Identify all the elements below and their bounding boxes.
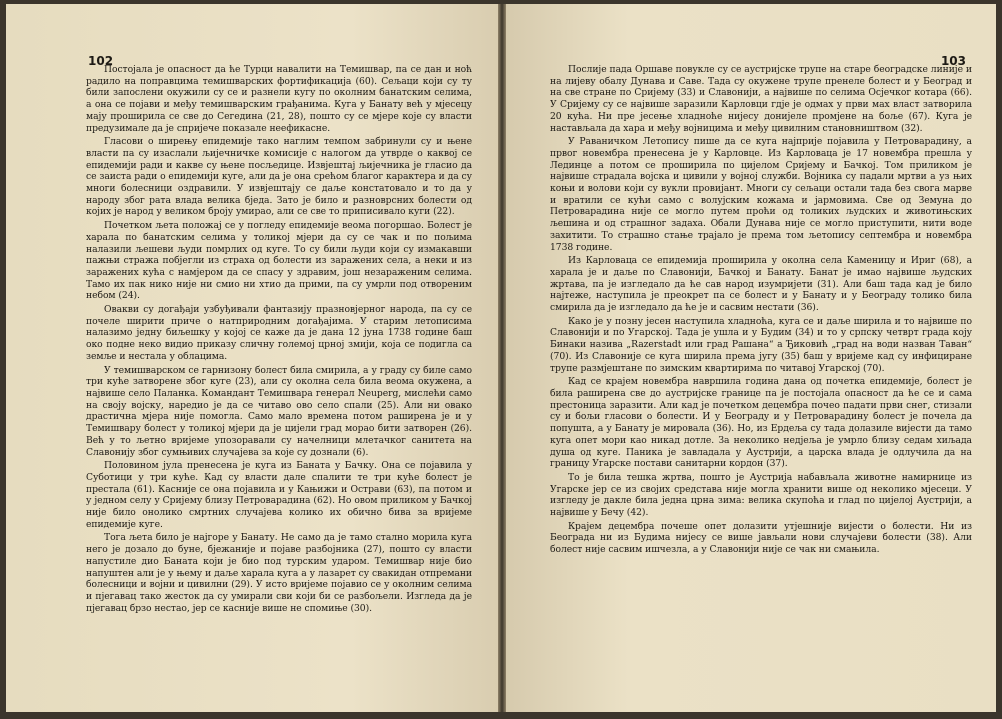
paragraph: Гласови о ширењу епидемије тако наглим темпом забринули су и њене власти па су изаслали љијечничке комисије с налогом да утврде о каквој се епидемији ради и какве су њене посљедице. Извјештај љијечника је гласио да се заиста ради о епидемији куге, али да је она срећом благог карактера и да су многи болесници оздравили. У извјештају се даље констатовало и то да у народу због рата влада велика бједа. Зато је било и разноврсних болести од којих је народ у великом броју умирао, али се све то приписивало куги (22).	[86, 136, 472, 218]
paragraph: Овакви су догађаји узбуђивали фантазију празновјерног народа, па су се почеле ширити приче о натприродним догађајима. У старим летописима налазимо једну биљешку у којој се каже да је дана 12 јуна 1738 године баш око подне неко видио приказу сличну големој црној змији, која се подигла са земље и нестала у облацима.	[86, 304, 472, 362]
left-page	[6, 4, 498, 712]
paragraph: Послије пада Оршаве повукле су се аустријске трупе на старе београдске линије и на лијеву обалу Дунава и Саве. Тада су окужене трупе пренеле болест и у Београд и на све стране по Сријему (33) и Славонији, а највише по селима Осјечког котара (66). У Сријему су се највише заразили Карловци гдје је одмах у први мах власт затворила 20 кућа. Ни пре јесење хладноће нијесу донијеле промјене на боље (67). Куга је настављала да хара и међу војницима и међу цивилним становништвом (32).	[550, 64, 972, 134]
paragraph: Почетком љета положај се у погледу епидемије веома погоршао. Болест је харала по банатским селима у толикој мјери да су се чак и по пољима налазили љешеви људи помрлих од куге. То су били људи који су измакавши пажњи стража побјегли из страха од болести из заражених села, а неки и из заражених кућа с намјером да се спасу у здравим, још незараженим селима. Тамо их пак нико није ни смио ни хтио да прими, па су умрли под отвореним небом (24).	[86, 220, 472, 302]
book-gutter	[498, 4, 506, 712]
paragraph: Из Карловаца се епидемија проширила у околна села Каменицу и Ириг (68), а харала је и даље по Славонији, Бачкој и Банату. Банат је имао највише људских жртава, па је изгледало да ће сав народ изумријети (31). Али баш тада кад је било најтеже, наступила је преокрет па се болест и у Банату и у Београду толико била смирила да је изгледало да ће је и сасвим нестати (36).	[550, 255, 972, 314]
right-page-text	[550, 64, 972, 556]
page-number-left: 102	[88, 54, 114, 68]
paragraph: Кад се крајем новембра навршила година дана од почетка епидемије, болест је била раширена све до аустријске границе па је постојала опасност да ће се и сама престоница заразити. Али кад је почетком децембра почео падати први снег, стизали су и бољи гласови о болести. И у Београду и у Петроварадину болест је почела да попушта, а у Банату је мировала (36). Но, из Ердеља су тада долазиле вијести да тамо куга опет мори као никад дотле. За неколико недјеља је умрло близу седам хиљада душа од куге. Паника је завладала у Аустрији, а царска влада је одлучила да на границу Угарске постави санитарни кордон (37).	[550, 376, 972, 470]
right-page	[506, 4, 996, 712]
paragraph: У темишварском се гарнизону болест била смирила, а у граду су биле само три куће затворене због куге (23), али су околна села била веома окужена, а највише село Паланка. Командант Темишвара генерал Neuperg, мислећи само на своју војску, наредио је да се читаво ово село спали (25). Али ни овако драстична мјера није помогла. Само мало времена потом раширена је и у Темишвару болест у толикој мјери да је цијели град морао бити затворен (26). Већ у то љетно вријеме упозоравали су начелници млетачког санитета на Славонију због сумњивих случајева за које су дознали (6).	[86, 364, 472, 458]
paragraph: Тога љета било је најгоре у Банату. Не само да је тамо стално морила куга него је дозало до буне, бјежаније и појаве разбојника (27), пошто су власти напустиле дио Баната који је био под турским ударом. Темишвар није био напуштен али је у њему и даље харала куга а у лазарет су свакидан отпремани болесници и војни и цивилни (29). У исто вријеме појавио се у околним селима и пјегавац тако жесток да су умирали сви који би се разбољели. Изгледа да је пјегавац брзо нестао, јер се касније више не спомиње (30).	[86, 532, 472, 614]
paragraph: Половином јула пренесена је куга из Баната у Бачку. Она се појавила у Суботици у три куће. Кад су власти дале спалити те три куће болест је престала (61). Касније се она појавила и у Кањижи и Острави (63), па потом и у једном селу у Сријему близу Петроварадина (62). Но овом приликом у Бачкој није било онолико смртних случајева колико их обично бива за вријеме епидемије куге.	[86, 460, 472, 530]
page-number-right: 103	[940, 54, 966, 68]
left-page-text	[86, 64, 472, 614]
paragraph: Крајем децембра почеше опет долазити утјешније вијести о болести. Ни из Београда ни из Будима нијесу се више јављали нови случајеви болести (38). Али болест није сасвим ишчезла, а у Славонији није се чак ни смањила.	[550, 520, 972, 556]
paragraph: То је била тешка жртва, пошто је Аустрија набављала животне намирнице из Угарске јер се из својих средстава није могла хранити више од неколико мјесеци. У изгледу је дакле била једна црна зима: велика скупоћа и глад по цијелој Аустрији, а највише у Бечу (42).	[550, 471, 972, 519]
paragraph: У Раваничком Летопису пише да се куга најприје појавила у Петроварадину, а првог новембра пренесена је у Карловце. Из Карловаца је 17 новембра прешла у Лединце а потом се проширила по цијелом Сријему и Бачкој. Том приликом је највише страдала војска и цивили у војној служби. Војника су падали мртви а уз њих коњи и волови који су вукли провијант. Многи су сељаци остали тада без свога марве и вратили се кући само с волујским кожама и јармовима. Све од Земуна до Петроварадина није се могло путем проћи од толиких људских и животињских љешина и од страшног задаха. Обали Дунава није се могло приступити, нити воде захитити. То страшно стање трајало је према том љетопису септембра и новембра 1738 године.	[550, 136, 972, 253]
paragraph: Како је у позну јесен наступила хладноћа, куга се и даље ширила и то највише по Славонији и по Угарској. Тада је ушла и у Будим (34) и то у српску четврт града коју Бинаки назива „Razerstadt или град Рашана“ а Ђиковић „град на води назван Таван“ (70). Из Славоније се куга ширила према југу (35) баш у вријеме кад су инфициране трупе размјештане по зимским квартирима по читавој Угарској (70).	[550, 315, 972, 374]
paragraph: Постојала је опасност да ће Турци навалити на Темишвар, па се дан и ноћ радило на поправцима темишварских фортификација (60). Сељаци који су ту били запослени окужили су се и разнели кугу по околним банатским селима, а она се појави и међу темишварским грађанима. Куга у Банату већ у мјесецу мају проширила се све до Сегедина (21, 28), пошто су се мјере које су власти предузимале да је спријече показале неефикасне.	[86, 64, 472, 134]
